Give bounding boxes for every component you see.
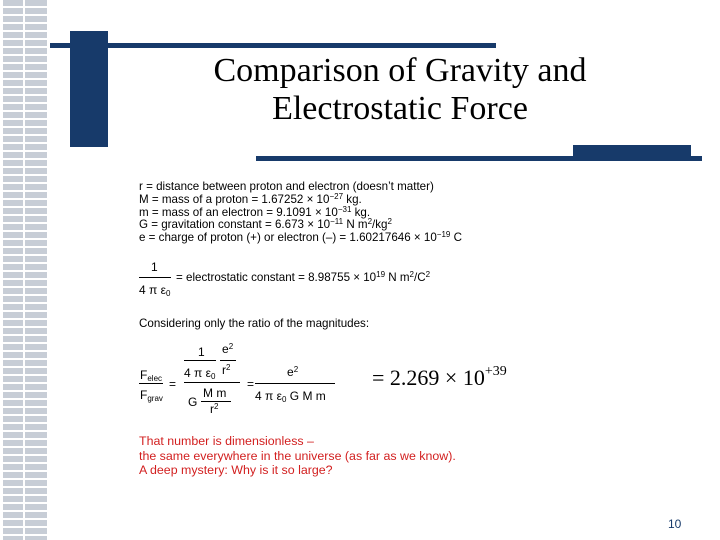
decorative-bar-bottom-block <box>573 145 691 161</box>
main-line-2 <box>255 383 335 384</box>
slide-title <box>150 52 650 128</box>
den-G: G <box>188 395 198 409</box>
den-r: $r^2$ <box>222 363 231 377</box>
title-line-1: Comparison of Gravity and <box>213 52 587 89</box>
num-e: $e^2$ <box>222 342 234 356</box>
ratio-line <box>139 383 163 384</box>
ratio-intro: Considering only the ratio of the magnitudes: <box>139 317 370 330</box>
constant-numerator: 1 <box>151 260 158 274</box>
def-G: G = gravitation constant = $6.673 \times 10^{-11}$ N $m^2/kg^2$ <box>139 217 392 232</box>
inner-line-1 <box>184 360 216 361</box>
notes-block <box>139 434 456 478</box>
den-Mm: M m <box>203 386 227 400</box>
definitions-block <box>139 181 462 245</box>
decorative-bar-top <box>50 43 496 48</box>
checkered-side-strip <box>0 0 51 540</box>
note-3: A deep mystery: Why is it so large? <box>139 463 333 477</box>
decorative-bar-block <box>70 31 108 147</box>
F-grav: $F_{grav}$ <box>140 388 163 403</box>
note-1: That number is dimensionless – <box>139 434 314 448</box>
main-line-1 <box>184 382 240 383</box>
inner-line-2 <box>220 360 236 361</box>
constant-text: = electrostatic constant = $8.98755 \times 10^{19}$ N $m^2/C^2$ <box>176 270 431 284</box>
fraction-line <box>139 277 171 278</box>
num-e-2: $e^2$ <box>287 365 299 379</box>
den-r2: $r^2$ <box>210 402 219 416</box>
equals-2: = <box>247 377 255 391</box>
def-M: M = mass of a proton = $1.67252 \times 10^{-27}$ kg. <box>139 191 362 206</box>
def-r: r = distance between proton and electron (doesn’t matter) <box>139 180 434 193</box>
page-number: 10 <box>668 517 682 531</box>
title-line-2: Electrostatic Force <box>272 90 528 127</box>
equals-1: = <box>169 377 177 391</box>
def-e: e = charge of proton (+) or electron (–) = $1.60217646 \times 10^{-19}$ C <box>139 230 462 245</box>
note-2: the same everywhere in the universe (as far as we know). <box>139 448 456 463</box>
den-4pieps: 4 π $\varepsilon_0$ <box>184 366 216 381</box>
ratio-result: = $2.269 \times 10^{+39}$ <box>372 364 507 390</box>
def-m: m = mass of an electron = $9.1091 \times 10^{-31}$ kg. <box>139 204 371 219</box>
num-one: 1 <box>198 345 205 359</box>
F-elec: $F_{elec}$ <box>140 368 163 383</box>
constant-denominator: 4 π $\varepsilon_0$ <box>139 283 171 298</box>
den-2: 4 π $\varepsilon_0$ G M m <box>255 389 326 404</box>
